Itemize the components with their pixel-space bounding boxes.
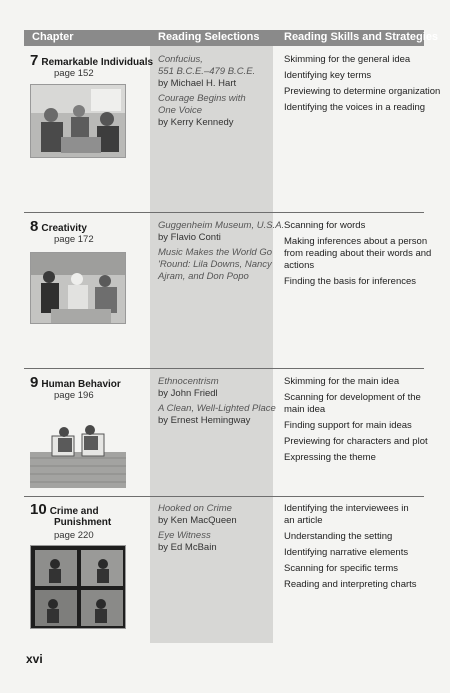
chapter-title: Crime and	[49, 506, 99, 517]
skill-item: Previewing for characters and plot	[284, 436, 428, 447]
chapter-title: Remarkable Individuals	[41, 57, 154, 68]
chapter-page: page 172	[54, 234, 94, 245]
selection-author: by Michael H. Hart	[158, 78, 237, 89]
skill-item: Skimming for the main idea	[284, 376, 400, 387]
selection-title: Music Makes the World Go	[158, 247, 273, 258]
skill-item: Finding support for main ideas	[284, 420, 412, 431]
photo-surveillance-frames-image	[31, 546, 126, 629]
selection-title: Confucius,	[158, 54, 203, 65]
selection-title: Hooked on Crime	[158, 503, 232, 514]
skill-item: Skimming for the general idea	[284, 54, 411, 65]
chapter-title: Creativity	[41, 223, 87, 234]
page-number: xvi	[26, 652, 43, 666]
chapter-number: 8	[30, 218, 39, 235]
selection-author: by Flavio Conti	[158, 232, 221, 243]
skill-item: Scanning for words	[284, 220, 366, 231]
skill-item: Identifying the voices in a reading	[284, 102, 426, 113]
skill-item: Scanning for development of the main idea	[284, 392, 421, 415]
selection-title: Eye Witness	[158, 530, 211, 541]
skill-item: Previewing to determine organization	[284, 86, 441, 97]
selection-title: Ethnocentrism	[158, 376, 219, 387]
skills-list	[284, 54, 441, 118]
skill-item: Scanning for specific terms	[284, 563, 399, 574]
selections	[158, 220, 285, 283]
skill-item: Identifying key terms	[284, 70, 372, 81]
row-divider	[24, 212, 424, 213]
skill-item: Finding the basis for inferences	[284, 276, 417, 287]
header-chapter: Chapter	[32, 31, 74, 43]
selection-author: by Ernest Hemingway	[158, 415, 251, 426]
selections	[158, 376, 276, 427]
selection-author: by Kerry Kennedy	[158, 117, 234, 128]
skills-list	[284, 220, 434, 292]
chapter-page: page 196	[54, 390, 94, 401]
photo-artists-crafting-image	[31, 253, 126, 324]
selection-author: by Ken MacQueen	[158, 515, 237, 526]
table-header	[24, 30, 439, 46]
skill-item: Reading and interpreting charts	[284, 579, 417, 590]
chapter-photo	[30, 408, 126, 488]
selection-author: by Ed McBain	[158, 542, 217, 553]
selection-title: Ajram, and Don Popo	[158, 271, 249, 282]
selection-title: A Clean, Well-Lighted Place	[158, 403, 276, 414]
chapter-page: page 220	[54, 530, 94, 541]
header-skills-strategies: Reading Skills and Strategies	[284, 31, 439, 43]
photo-beach-chairs-image	[30, 408, 126, 488]
selection-title: Courage Begins with	[158, 93, 246, 104]
chapter-title-line2: Punishment	[54, 517, 112, 528]
chapter-photo	[30, 84, 126, 158]
selection-title: One Voice	[158, 105, 203, 116]
skill-item: Identifying narrative elements	[284, 547, 409, 558]
chapter-page: page 152	[54, 68, 94, 79]
selection-title: Guggenheim Museum, U.S.A.	[158, 220, 285, 231]
row-divider	[24, 496, 424, 497]
selections	[158, 54, 276, 129]
skill-item: Understanding the setting	[284, 531, 393, 542]
chapter-title: Human Behavior	[41, 379, 121, 390]
skill-item: Identifying the interviewees in an article	[284, 503, 409, 526]
selection-title: 551 B.C.E.–479 B.C.E.	[158, 66, 256, 77]
selections	[158, 503, 276, 554]
chapter-photo	[30, 545, 126, 629]
selection-title: 'Round: Lila Downs, Nancy	[158, 259, 272, 270]
skills-list	[284, 376, 434, 468]
row-divider	[24, 368, 424, 369]
skill-item: Making inferences about a person from reading about their words and actions	[284, 236, 432, 271]
chapter-number: 9	[30, 374, 39, 391]
header-reading-selections: Reading Selections	[158, 31, 260, 43]
photo-people-meeting-image	[31, 85, 126, 158]
skill-item: Expressing the theme	[284, 452, 376, 463]
chapter-photo	[30, 252, 126, 324]
skills-list	[284, 503, 434, 595]
chapter-number: 7	[30, 52, 39, 69]
chapter-number: 10	[30, 501, 47, 518]
selection-author: by John Friedl	[158, 388, 218, 399]
